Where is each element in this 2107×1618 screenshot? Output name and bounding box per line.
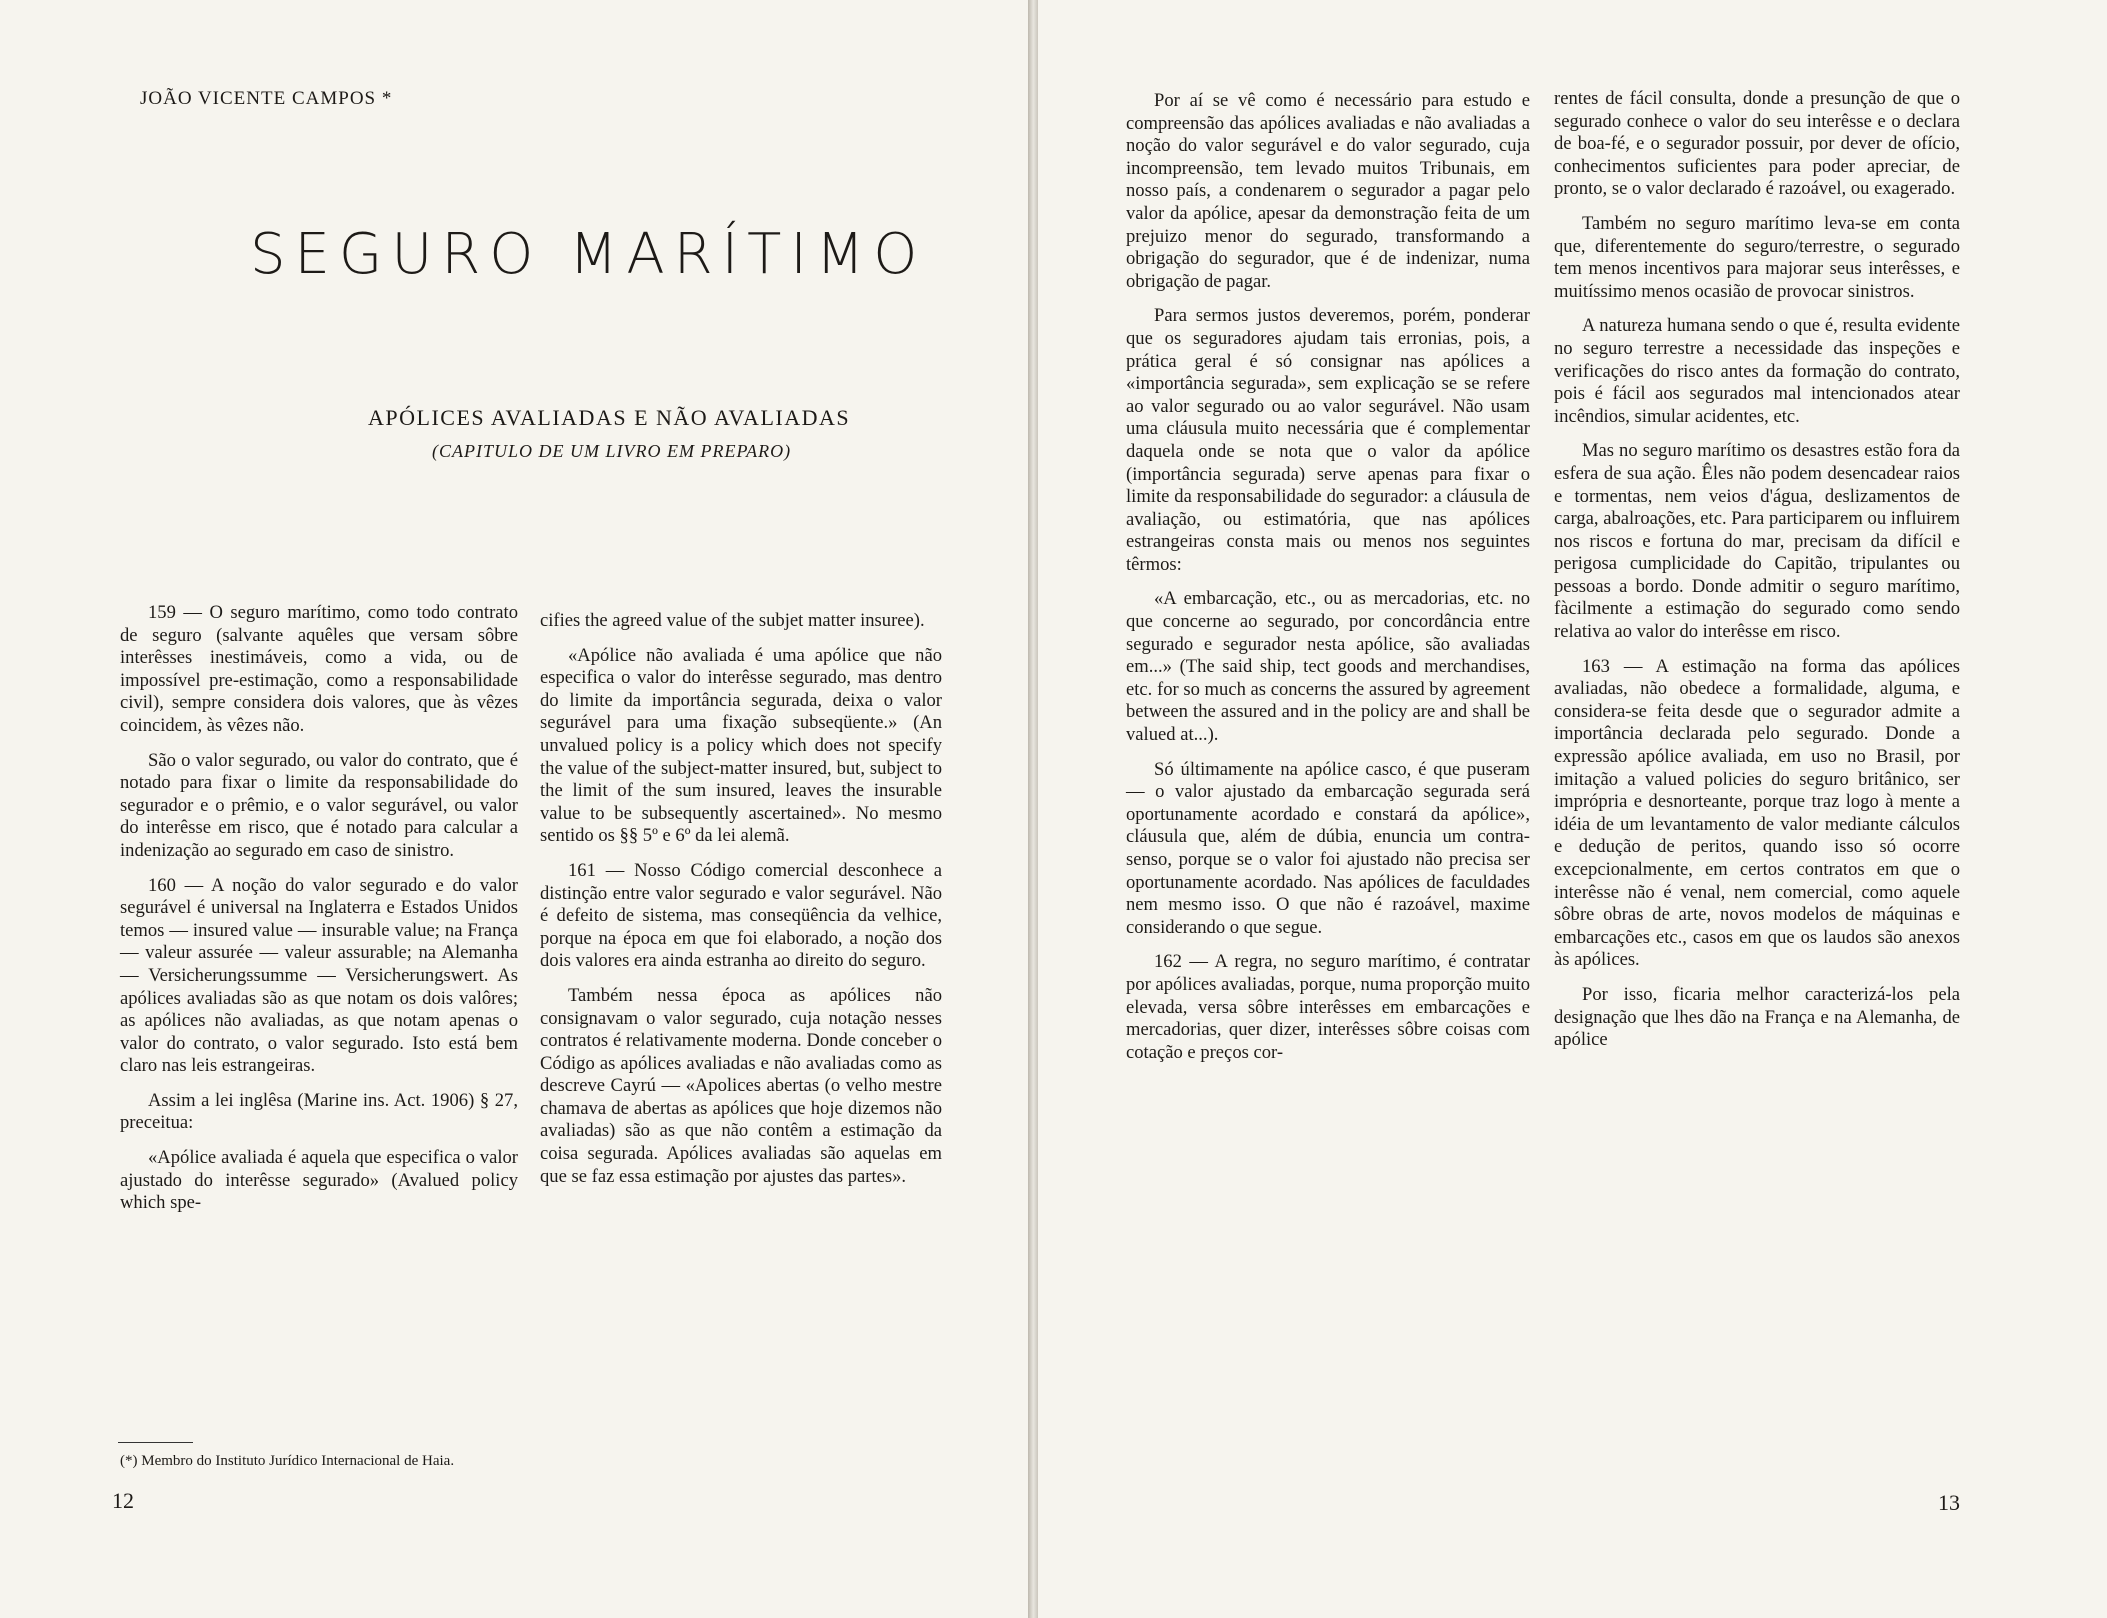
paragraph: 159 — O seguro marítimo, como todo contrato de seguro (salvante aquêles que versam sôbre interêsses inestimáveis, como a vida, ou de impossível pre-estimação, como a responsabilidade civil), sempre considera dois valores, que às vêzes coincidem, às vêzes não. xyxy=(120,602,518,736)
paragraph: Assim a lei inglêsa (Marine ins. Act. 1906) § 27, preceitua: xyxy=(120,1089,518,1134)
paragraph: Por aí se vê como é necessário para estudo e compreensão das apólices avaliadas e não avaliadas a noção do valor segurável e do valor segurado, cuja incompreensão, tem levado muitos Tribunais, em nosso país, a condenarem o segurador a pagar pelo valor da apólice, apesar da demonstração feita de um prejuizo menor do segurado, transformando a obrigação do segurador, que é de indenizar, numa obrigação de pagar. xyxy=(1126,90,1530,292)
paragraph: Mas no seguro marítimo os desastres estão fora da esfera de sua ação. Êles não podem desencadear raios e tormentas, nem veios d'água, deslizamentos de carga, abalroações, etc. Para participarem ou influirem nos riscos e fortuna do mar, precisam da difícil e perigosa cumplicidade do Capitão, tripulantes ou pessoas a bordo. Donde admitir o seguro marítimo, fàcilmente a estimação do segurado como sendo relativa ao valor do interêsse em risco. xyxy=(1554,440,1960,643)
article-title: SEGURO MARÍTIMO xyxy=(250,222,927,287)
paragraph: Por isso, ficaria melhor caracterizá-los pela designação que lhes dão na França e na Alemanha, de apólice xyxy=(1554,983,1960,1051)
paragraph: Só últimamente na apólice casco, é que puseram — o valor ajustado da embarcação segurada será oportunamente acordado e constará da apólice», cláusula que, além de dúbia, enuncia um contra-senso, porque se o valor foi ajustado não precisa ser oportunamente acordado. Nas apólices de faculdades nem mesmo isso. O que não é razoável, maxime considerando o que segue. xyxy=(1126,758,1530,938)
paragraph: «Apólice não avaliada é uma apólice que não especifica o valor do interêsse segurado, mas dentro do limite da importância segurada, deixa o valor segurável para uma fixação subseqüente.» (An unvalued policy is a policy which does not specify the value of the subject-matter insured, but, subject to the limit of the sum insured, leaves the insurable value to be subsequently ascertained». No mesmo sentido os §§ 5º e 6º da lei alemã. xyxy=(540,644,942,847)
article-subtitle: APÓLICES AVALIADAS E NÃO AVALIADAS xyxy=(368,405,851,430)
paragraph: cifies the agreed value of the subjet matter insuree). xyxy=(540,610,925,631)
right-column-2 xyxy=(1554,88,1960,1052)
paragraph: Para sermos justos deveremos, porém, ponderar que os seguradores ajudam tais erronias, pois, a prática geral é só consignar nas apólices a «importância segurada», sem explicação se se refere ao valor segurado ou ao valor segurável. Não usam uma cláusula muito necessária que é complementar daquela onde se nota que o valor da apólice (importância segurada) serve apenas para fixar o limite da responsabilidade do segurador: a cláusula de avaliação, ou estimatória, que nas apólices estrangeiras consta mais ou menos nos seguintes têrmos: xyxy=(1126,305,1530,575)
paragraph: rentes de fácil consulta, donde a presunção de que o segurado conhece o valor do seu interêsse e o declara de boa-fé, e o segurador possuir, por dever de ofício, conhecimentos suficientes para poder apreciar, de pronto, se o valor declarado é razoável, ou exagerado. xyxy=(1554,88,1960,200)
page-number: 12 xyxy=(112,1488,134,1513)
right-page xyxy=(1038,0,2107,1618)
footnote-rule xyxy=(118,1442,193,1443)
paragraph: 160 — A noção do valor segurado e do valor segurável é universal na Inglaterra e Estados Unidos temos — insured value — insurable value; na França — valeur assurée — valeur assurable; na Alemanha — Versicherungssumme — Versicherungswert. As apólices avaliadas são as que notam os dois valôres; as apólices não avaliadas, as que notam apenas o valor do contrato, o valor segurado. Isto está bem claro nas leis estrangeiras. xyxy=(120,874,518,1077)
left-column-2 xyxy=(540,610,942,1188)
paragraph: 163 — A estimação na forma das apólices avaliadas, não obedece a formalidade, alguma, e considera-se feita desde que o segurador admite a importância declarada pelo segurado. Donde a expressão apólice avaliada, em uso no Brasil, por imitação a valued policies do seguro britânico, ser imprópria e desnorteante, porque traz logo à mente a idéia de um levantamento de valor mediante cálculos e dedução de peritos, quando isso só ocorre excepcionalmente, em certos contratos em que o interêsse não é venal, nem comercial, como aquele sôbre obras de arte, novos modelos de máquinas e embarcações etc., casos em que os laudos são anexos às apólices. xyxy=(1554,655,1960,971)
paragraph: 161 — Nosso Código comercial desconhece a distinção entre valor segurado e valor segurável. Não é defeito de sistema, mas conseqüência da velhice, porque na época em que foi elaborado, a noção dos dois valores era ainda estranha ao direito do seguro. xyxy=(540,859,942,972)
paragraph: Também no seguro marítimo leva-se em conta que, diferentemente do seguro/terrestre, o segurado tem menos incentivos para majorar seus interêsses, e muitíssimo menos ocasião de provocar sinistros. xyxy=(1554,212,1960,302)
paragraph: 162 — A regra, no seguro marítimo, é contratar por apólices avaliadas, porque, numa proporção muito elevada, versa sôbre interêsses em embarcações e mercadorias, quer dizer, interêsses sôbre coisas com cotação e preços cor- xyxy=(1126,951,1530,1063)
running-head: JOÃO VICENTE CAMPOS * xyxy=(140,88,393,109)
paragraph: «Apólice avaliada é aquela que especifica o valor ajustado do interêsse segurado» (Avalued policy which spe- xyxy=(120,1147,518,1214)
left-column-1 xyxy=(120,602,518,1215)
paragraph: São o valor segurado, ou valor do contrato, que é notado para fixar o limite da responsabilidade do segurador e o prêmio, e o valor segurável, ou valor do interêsse em risco, que é notado para calcular a indenização ao segurado em caso de sinistro. xyxy=(120,749,518,861)
footnote: (*) Membro do Instituto Jurídico Internacional de Haia. xyxy=(120,1453,455,1469)
paragraph: Também nessa época as apólices não consignavam o valor segurado, cuja notação nesses contratos é relativamente moderna. Donde conceber o Código as apólices avaliadas e não avaliadas como as descreve Cayrú — «Apolices abertas (o velho mestre chamava de abertas as apólices que hoje dizemos não avaliadas) são as que não contêm a estimação da coisa segurada. Apólices avaliadas são aquelas em que se faz essa estimação por ajustes das partes». xyxy=(540,984,942,1187)
paragraph: A natureza humana sendo o que é, resulta evidente no seguro terrestre a necessidade das inspeções e verificações do risco antes da formação do contrato, pois é fácil aos segurados mal intencionados atear incêndios, simular acidentes, etc. xyxy=(1554,315,1960,427)
article-subtitle-note: (CAPITULO DE UM LIVRO EM PREPARO) xyxy=(432,441,792,461)
left-page xyxy=(0,0,1030,1618)
right-column-1 xyxy=(1126,90,1530,1064)
paragraph: «A embarcação, etc., ou as mercadorias, etc. no que concerne ao segurado, por concordância entre segurado e segurador nesta apólice, são avaliadas em...» (The said ship, tect goods and merchandises, etc. for so much as concerns the assured by agreement between the assured and in the policy are and shall be valued at...). xyxy=(1126,588,1530,746)
page-number: 13 xyxy=(1938,1490,1960,1515)
